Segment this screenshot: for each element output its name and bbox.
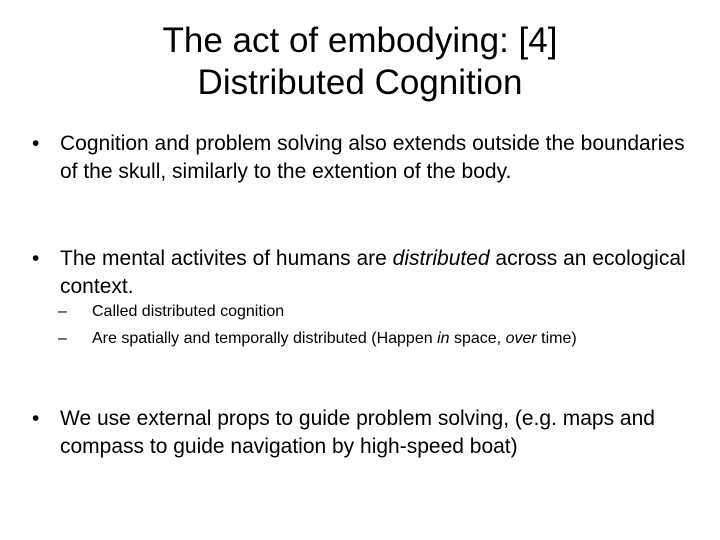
- title-line-1: The act of embodying: [4]: [162, 21, 558, 60]
- bullet-1-text: Cognition and problem solving also extends outside the boundaries of the skull, similarly to the extention of the body.: [60, 132, 685, 183]
- bullet-2-emphasis: distributed: [392, 247, 490, 270]
- bullet-2: [32, 245, 692, 301]
- bullet-dot: •: [32, 132, 40, 155]
- subbullet-dash: –: [58, 303, 67, 320]
- subbullet-2-emphasis-2: over: [505, 330, 537, 347]
- bullet-1: [32, 130, 692, 186]
- subbullet-2-text: [92, 329, 678, 349]
- subbullet-2-part-1: Are spatially and temporally distributed (Happen: [92, 330, 438, 347]
- title-line-2: Distributed Cognition: [197, 63, 523, 102]
- bullet-2-text: [60, 245, 692, 301]
- subbullet-2: [58, 329, 678, 349]
- bullet-2-part-2: across an ecological context.: [60, 247, 686, 298]
- subbullet-1-text: Called distributed cognition: [92, 303, 285, 320]
- subbullet-2-emphasis-1: in: [437, 330, 450, 347]
- subbullet-1: [58, 302, 678, 322]
- bullet-dot: •: [32, 247, 40, 270]
- subbullet-2-part-3: time): [536, 330, 577, 347]
- bullet-3-text: We use external props to guide problem solving, (e.g. maps and compass to guide navigation by high-speed boat): [60, 407, 655, 458]
- bullet-2-part-1: The mental activites of humans are: [60, 247, 393, 270]
- subbullet-dash: –: [58, 330, 67, 347]
- slide-title: [40, 20, 680, 104]
- bullet-3: [32, 405, 692, 461]
- subbullet-2-part-2: space,: [449, 330, 506, 347]
- bullet-dot: •: [32, 407, 40, 430]
